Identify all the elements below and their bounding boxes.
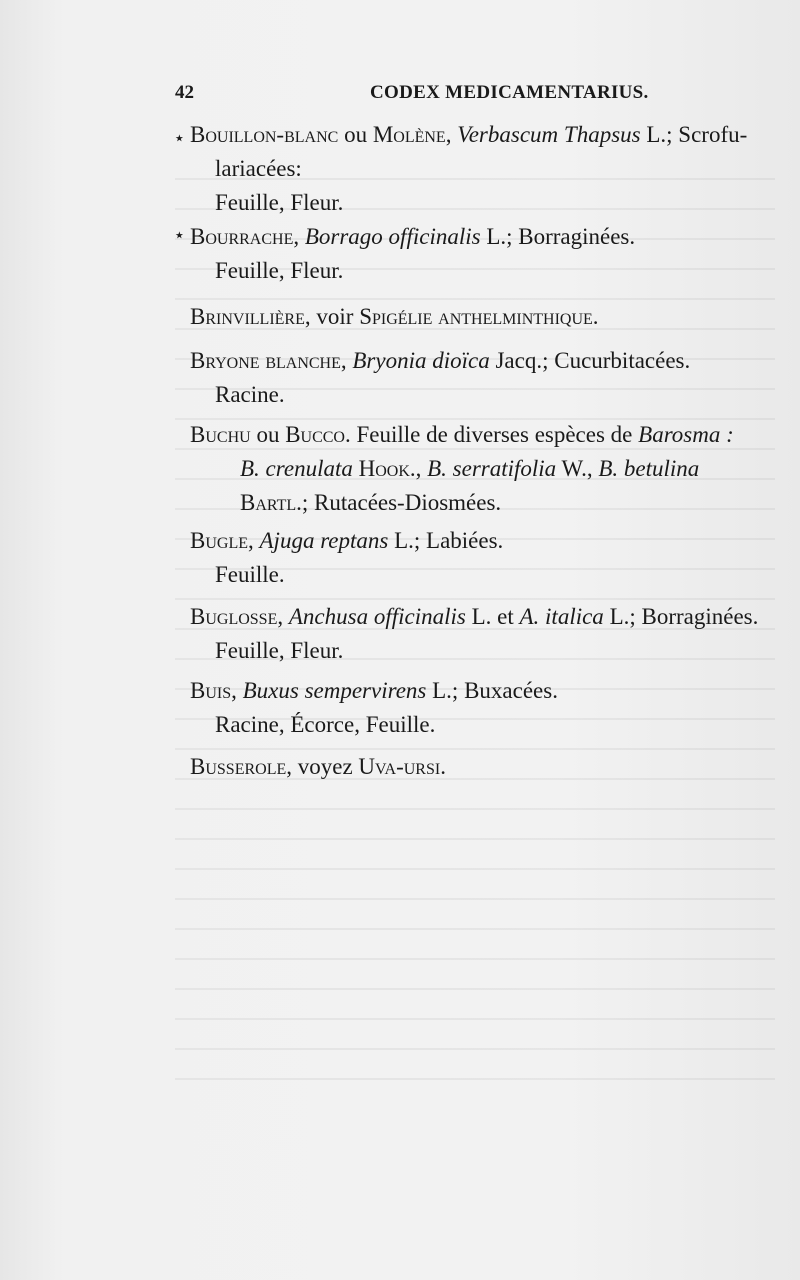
text-segment: L.; Buxacées. (426, 678, 558, 703)
entry-line (190, 674, 760, 708)
text-segment: Feuille, Fleur. (215, 190, 344, 215)
entry-line (190, 486, 760, 520)
text-segment: , (231, 678, 243, 703)
text-segment: Racine. (215, 382, 285, 407)
latin-name: Ajuga reptans (259, 528, 389, 553)
small-caps-term: Spigélie anthelminthique (359, 304, 593, 329)
entry-busserole (190, 750, 760, 784)
handwritten-mark: ٭ (175, 227, 184, 244)
entry-bugle (190, 524, 760, 592)
small-caps-term: Brinvillière (190, 304, 305, 329)
text-segment: , (293, 224, 305, 249)
entry-line (190, 300, 760, 334)
entry-line (190, 344, 760, 378)
entry-line (190, 152, 760, 186)
text-segment: . (592, 304, 599, 329)
page-number: 42 (175, 82, 194, 103)
text-segment: L.; Labiées. (388, 528, 504, 553)
entry-buis (190, 674, 760, 742)
text-segment: Racine, Écorce, Feuille. (215, 712, 436, 737)
text-segment: lariacées: (215, 156, 302, 181)
latin-name: Barosma : (638, 422, 734, 447)
text-segment: .; Rutacées-Diosmées. (296, 490, 502, 515)
text-segment: , (340, 348, 353, 373)
handwritten-mark: ٭ (175, 130, 184, 147)
text-segment: , voir (304, 304, 360, 329)
entry-line (190, 418, 760, 452)
entry-line (190, 558, 760, 592)
entry-line (190, 708, 760, 742)
entry-line (190, 118, 760, 152)
entry-line (190, 186, 760, 220)
small-caps-term: Bucco (285, 422, 345, 447)
text-segment: Feuille. (215, 562, 285, 587)
small-caps-term: Uva-ursi (358, 754, 441, 779)
text-segment: L.; Scrofu- (640, 122, 748, 147)
entry-bouillon-blanc (190, 118, 760, 220)
text-segment: , voyez (286, 754, 359, 779)
text-segment: Feuille, Fleur. (215, 258, 344, 283)
entry-line (190, 452, 760, 486)
small-caps-term: Buglosse (190, 604, 278, 629)
entry-buchu (190, 418, 760, 520)
latin-name: Borrago officinalis (304, 224, 481, 249)
text-segment: ou (250, 422, 286, 447)
latin-name: Buxus sempervirens (242, 678, 427, 703)
small-caps-term: Buchu (190, 422, 251, 447)
small-caps-term: Bartl (240, 490, 297, 515)
text-segment: . Feuille de diverses espèces de (344, 422, 639, 447)
entry-brinvilliere (190, 300, 760, 334)
latin-name: B. crenulata (240, 456, 353, 481)
latin-name: Verbascum Thapsus (457, 122, 641, 147)
entry-line (190, 600, 760, 634)
latin-name: B. serratifolia (427, 456, 557, 481)
small-caps-term: Bouillon-blanc (190, 122, 339, 147)
entry-line (190, 220, 760, 254)
text-segment: ., (409, 456, 428, 481)
entry-line (190, 634, 760, 668)
entry-buglosse (190, 600, 760, 668)
small-caps-term: Bryone blanche (190, 348, 341, 373)
text-segment: . (440, 754, 446, 779)
entry-line (190, 254, 760, 288)
running-title: CODEX MEDICAMENTARIUS. (370, 82, 649, 103)
small-caps-term: Bugle (190, 528, 248, 553)
entry-line (190, 750, 760, 784)
latin-name: B. betulina (598, 456, 700, 481)
text-segment: ou (338, 122, 373, 147)
entry-bryone-blanche (190, 344, 760, 412)
small-caps-term: Hook (358, 456, 410, 481)
text-segment: , (277, 604, 289, 629)
small-caps-term: Bourrache (190, 224, 294, 249)
entry-bourrache (190, 220, 760, 288)
latin-name: Bryonia dioïca (352, 348, 490, 373)
text-segment: W., (556, 456, 599, 481)
small-caps-term: Buis (190, 678, 232, 703)
small-caps-term: Busserole (190, 754, 287, 779)
running-header (175, 82, 760, 112)
entry-line (190, 524, 760, 558)
entry-line (190, 378, 760, 412)
text-segment: , (248, 528, 260, 553)
latin-name: Anchusa officinalis (288, 604, 466, 629)
text-segment: L.; Borraginées. (480, 224, 636, 249)
text-segment: Feuille, Fleur. (215, 638, 344, 663)
latin-name: A. italica (519, 604, 604, 629)
text-segment: Jacq.; Cucurbitacées. (489, 348, 691, 373)
text-segment: L.; Borraginées. (603, 604, 759, 629)
text-segment: , (445, 122, 458, 147)
small-caps-term: Molène (372, 122, 446, 147)
text-segment: L. et (465, 604, 520, 629)
